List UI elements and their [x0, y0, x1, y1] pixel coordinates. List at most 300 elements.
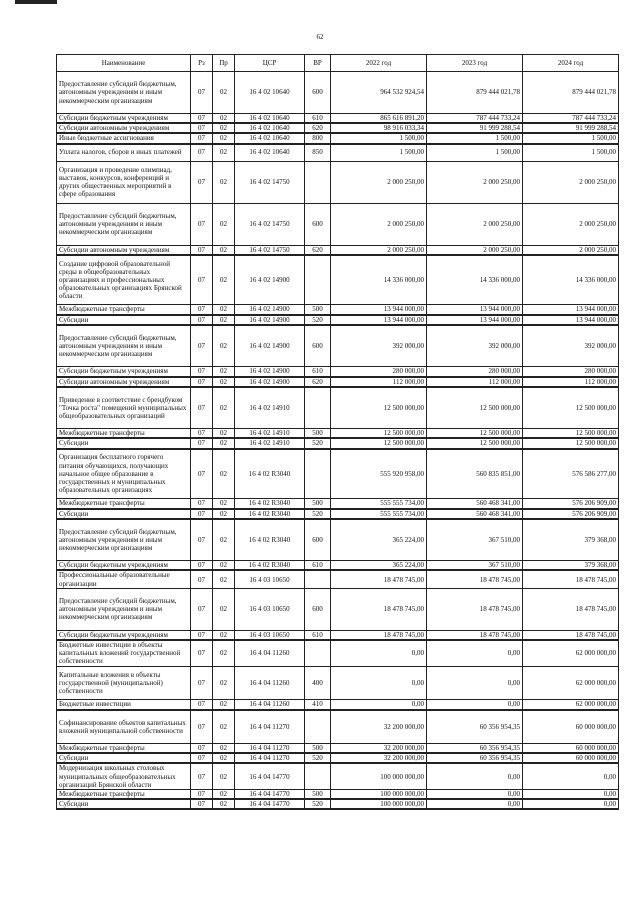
cell-pr: 02 — [213, 700, 235, 710]
cell-2024: 91 999 288,54 — [523, 123, 619, 133]
cell-rz: 07 — [191, 161, 213, 203]
cell-vr — [305, 640, 331, 666]
cell-csr: 16 4 04 11260 — [235, 666, 305, 700]
cell-name: Субсидии — [57, 315, 191, 325]
cell-2022: 0,00 — [331, 666, 427, 700]
cell-rz: 07 — [191, 499, 213, 509]
table-row — [57, 325, 619, 367]
cell-2024: 112 000,00 — [523, 377, 619, 387]
cell-vr: 620 — [305, 377, 331, 387]
cell-2023: 367 510,00 — [427, 519, 523, 561]
cell-csr: 16 4 02 R3040 — [235, 561, 305, 571]
cell-2024: 2 000 250,00 — [523, 203, 619, 245]
cell-2022: 555 555 734,00 — [331, 509, 427, 519]
cell-csr: 16 4 02 14900 — [235, 315, 305, 325]
cell-pr: 02 — [213, 799, 235, 809]
cell-2024: 2 000 250,00 — [523, 245, 619, 255]
cell-pr: 02 — [213, 325, 235, 367]
cell-csr: 16 4 03 10650 — [235, 588, 305, 630]
table-row — [57, 438, 619, 448]
cell-csr: 16 4 02 14900 — [235, 255, 305, 305]
budget-table — [56, 54, 619, 810]
cell-2023: 879 444 021,78 — [427, 72, 523, 114]
cell-pr: 02 — [213, 710, 235, 744]
cell-2024: 0,00 — [523, 799, 619, 809]
cell-2022: 2 000 250,00 — [331, 203, 427, 245]
cell-name: Субсидии — [57, 799, 191, 809]
cell-2024: 13 944 000,00 — [523, 315, 619, 325]
cell-2024: 13 944 000,00 — [523, 305, 619, 315]
cell-pr: 02 — [213, 519, 235, 561]
cell-2024: 0,00 — [523, 763, 619, 789]
header-2024: 2024 год — [523, 55, 619, 72]
cell-vr: 620 — [305, 245, 331, 255]
cell-2022: 0,00 — [331, 700, 427, 710]
cell-csr: 16 4 03 10650 — [235, 570, 305, 588]
table-row — [57, 114, 619, 124]
cell-2024: 879 444 021,78 — [523, 72, 619, 114]
cell-2023: 18 478 745,00 — [427, 570, 523, 588]
cell-2023: 0,00 — [427, 666, 523, 700]
cell-2023: 560 468 341,00 — [427, 509, 523, 519]
cell-2022: 365 224,00 — [331, 519, 427, 561]
cell-csr: 16 4 02 14910 — [235, 387, 305, 429]
cell-rz: 07 — [191, 255, 213, 305]
cell-vr: 500 — [305, 305, 331, 315]
table-header-row — [57, 55, 619, 72]
cell-pr: 02 — [213, 763, 235, 789]
cell-csr: 16 4 02 14910 — [235, 429, 305, 439]
cell-name: Бюджетные инвестиции — [57, 700, 191, 710]
cell-2023: 18 478 745,00 — [427, 588, 523, 630]
cell-pr: 02 — [213, 666, 235, 700]
cell-2023: 0,00 — [427, 640, 523, 666]
table-row — [57, 509, 619, 519]
cell-2022: 13 944 000,00 — [331, 305, 427, 315]
cell-name: Организация и проведение олимпиад, выставок, конкурсов, конференций и других общественных мероприятий в сфере образования — [57, 161, 191, 203]
table-row — [57, 133, 619, 143]
cell-name: Приведение в соответствие с брендбуком "Точка роста" помещений муниципальных общеобразовательных организаций — [57, 387, 191, 429]
cell-pr: 02 — [213, 499, 235, 509]
cell-2024: 14 336 000,00 — [523, 255, 619, 305]
cell-2024: 576 206 909,00 — [523, 499, 619, 509]
cell-name: Иные бюджетные ассигнования — [57, 133, 191, 143]
cell-2024: 0,00 — [523, 789, 619, 799]
cell-rz: 07 — [191, 763, 213, 789]
cell-2024: 1 500,00 — [523, 133, 619, 143]
cell-csr: 16 4 02 R3040 — [235, 449, 305, 499]
cell-2022: 18 478 745,00 — [331, 570, 427, 588]
cell-2022: 964 532 924,54 — [331, 72, 427, 114]
cell-name: Субсидии — [57, 509, 191, 519]
cell-2022: 392 000,00 — [331, 325, 427, 367]
cell-rz: 07 — [191, 123, 213, 133]
table-row — [57, 799, 619, 809]
cell-name: Межбюджетные трансферты — [57, 743, 191, 753]
table-row — [57, 72, 619, 114]
cell-2023: 280 000,00 — [427, 367, 523, 377]
cell-2023: 367 510,00 — [427, 561, 523, 571]
cell-2022: 2 000 250,00 — [331, 245, 427, 255]
cell-2022: 280 000,00 — [331, 367, 427, 377]
header-2022: 2022 год — [331, 55, 427, 72]
cell-2023: 112 000,00 — [427, 377, 523, 387]
cell-pr: 02 — [213, 387, 235, 429]
cell-2022: 100 000 000,00 — [331, 763, 427, 789]
cell-2023: 91 999 288,54 — [427, 123, 523, 133]
cell-csr: 16 4 02 10640 — [235, 72, 305, 114]
cell-csr: 16 4 02 14900 — [235, 305, 305, 315]
cell-vr: 600 — [305, 72, 331, 114]
cell-2024: 62 000 000,00 — [523, 700, 619, 710]
cell-pr: 02 — [213, 315, 235, 325]
cell-2024: 62 000 000,00 — [523, 666, 619, 700]
table-row — [57, 640, 619, 666]
cell-rz: 07 — [191, 203, 213, 245]
cell-csr: 16 4 03 10650 — [235, 630, 305, 640]
cell-2024: 392 000,00 — [523, 325, 619, 367]
cell-vr: 610 — [305, 367, 331, 377]
cell-2023: 60 356 954,35 — [427, 743, 523, 753]
header-vr: ВР — [305, 55, 331, 72]
cell-rz: 07 — [191, 305, 213, 315]
cell-vr: 610 — [305, 114, 331, 124]
cell-rz: 07 — [191, 325, 213, 367]
cell-2023: 560 835 851,00 — [427, 449, 523, 499]
cell-vr: 520 — [305, 509, 331, 519]
scan-edge-mark — [15, 0, 57, 4]
cell-2024: 18 478 745,00 — [523, 630, 619, 640]
cell-2022: 112 000,00 — [331, 377, 427, 387]
cell-vr — [305, 161, 331, 203]
cell-vr: 520 — [305, 753, 331, 763]
cell-2022: 555 555 734,00 — [331, 499, 427, 509]
cell-name: Межбюджетные трансферты — [57, 429, 191, 439]
cell-pr: 02 — [213, 72, 235, 114]
cell-name: Субсидии — [57, 753, 191, 763]
cell-pr: 02 — [213, 438, 235, 448]
cell-csr: 16 4 02 14900 — [235, 325, 305, 367]
cell-pr: 02 — [213, 509, 235, 519]
cell-pr: 02 — [213, 161, 235, 203]
cell-name: Субсидии бюджетным учреждениям — [57, 114, 191, 124]
cell-rz: 07 — [191, 570, 213, 588]
table-row — [57, 449, 619, 499]
cell-pr: 02 — [213, 588, 235, 630]
cell-vr: 500 — [305, 743, 331, 753]
cell-rz: 07 — [191, 245, 213, 255]
table-row — [57, 203, 619, 245]
header-pr: Пр — [213, 55, 235, 72]
cell-csr: 16 4 04 11270 — [235, 710, 305, 744]
cell-pr: 02 — [213, 630, 235, 640]
cell-csr: 16 4 02 10640 — [235, 123, 305, 133]
cell-name: Межбюджетные трансферты — [57, 499, 191, 509]
cell-csr: 16 4 02 R3040 — [235, 499, 305, 509]
table-row — [57, 519, 619, 561]
cell-2022: 100 000 000,00 — [331, 799, 427, 809]
cell-rz: 07 — [191, 429, 213, 439]
table-row — [57, 161, 619, 203]
cell-pr: 02 — [213, 753, 235, 763]
cell-2022: 12 500 000,00 — [331, 387, 427, 429]
cell-pr: 02 — [213, 640, 235, 666]
cell-2022: 12 500 000,00 — [331, 429, 427, 439]
cell-vr: 610 — [305, 561, 331, 571]
cell-rz: 07 — [191, 438, 213, 448]
cell-name: Субсидии бюджетным учреждениям — [57, 367, 191, 377]
cell-csr: 16 4 02 14750 — [235, 203, 305, 245]
cell-csr: 16 4 04 11260 — [235, 700, 305, 710]
cell-vr — [305, 449, 331, 499]
cell-2023: 392 000,00 — [427, 325, 523, 367]
cell-name: Субсидии бюджетным учреждениям — [57, 630, 191, 640]
table-row — [57, 245, 619, 255]
cell-pr: 02 — [213, 144, 235, 161]
cell-2023: 12 500 000,00 — [427, 429, 523, 439]
cell-vr: 610 — [305, 630, 331, 640]
cell-2023: 14 336 000,00 — [427, 255, 523, 305]
cell-2022: 12 500 000,00 — [331, 438, 427, 448]
cell-2024: 60 000 000,00 — [523, 710, 619, 744]
cell-name: Профессиональные образовательные организации — [57, 570, 191, 588]
cell-vr: 410 — [305, 700, 331, 710]
cell-2024: 576 586 277,00 — [523, 449, 619, 499]
table-row — [57, 561, 619, 571]
cell-name: Предоставление субсидий бюджетным, автономным учреждениям и иным некоммерческим организациям — [57, 203, 191, 245]
cell-2023: 18 478 745,00 — [427, 630, 523, 640]
table-row — [57, 377, 619, 387]
cell-csr: 16 4 04 11270 — [235, 743, 305, 753]
cell-rz: 07 — [191, 743, 213, 753]
cell-2024: 60 000 000,00 — [523, 743, 619, 753]
table-row — [57, 144, 619, 161]
cell-pr: 02 — [213, 743, 235, 753]
cell-2023: 0,00 — [427, 789, 523, 799]
cell-rz: 07 — [191, 588, 213, 630]
table-row — [57, 753, 619, 763]
table-row — [57, 700, 619, 710]
cell-2023: 2 000 250,00 — [427, 203, 523, 245]
cell-pr: 02 — [213, 255, 235, 305]
cell-2023: 60 356 954,35 — [427, 753, 523, 763]
table-row — [57, 123, 619, 133]
cell-vr: 600 — [305, 203, 331, 245]
cell-2022: 18 478 745,00 — [331, 588, 427, 630]
header-csr: ЦСР — [235, 55, 305, 72]
cell-pr: 02 — [213, 203, 235, 245]
cell-pr: 02 — [213, 305, 235, 315]
cell-2023: 13 944 000,00 — [427, 315, 523, 325]
cell-2024: 280 000,00 — [523, 367, 619, 377]
cell-2023: 12 500 000,00 — [427, 387, 523, 429]
cell-2023: 12 500 000,00 — [427, 438, 523, 448]
cell-2023: 787 444 733,24 — [427, 114, 523, 124]
header-name: Наименование — [57, 55, 191, 72]
cell-rz: 07 — [191, 144, 213, 161]
cell-name: Предоставление субсидий бюджетным, автономным учреждениям и иным некоммерческим организациям — [57, 519, 191, 561]
cell-2024: 576 206 909,00 — [523, 509, 619, 519]
cell-vr: 600 — [305, 325, 331, 367]
cell-name: Уплата налогов, сборов и иных платежей — [57, 144, 191, 161]
table-row — [57, 630, 619, 640]
cell-2024: 1 500,00 — [523, 144, 619, 161]
cell-2022: 32 200 000,00 — [331, 753, 427, 763]
cell-rz: 07 — [191, 753, 213, 763]
table-row — [57, 429, 619, 439]
cell-name: Субсидии автономным учреждениям — [57, 245, 191, 255]
cell-name: Предоставление субсидий бюджетным, автономным учреждениям и иным некоммерческим организациям — [57, 325, 191, 367]
cell-2024: 60 000 000,00 — [523, 753, 619, 763]
cell-2023: 0,00 — [427, 799, 523, 809]
table-row — [57, 367, 619, 377]
cell-vr: 520 — [305, 799, 331, 809]
cell-rz: 07 — [191, 367, 213, 377]
cell-rz: 07 — [191, 72, 213, 114]
cell-csr: 16 4 02 R3040 — [235, 509, 305, 519]
cell-vr: 520 — [305, 438, 331, 448]
cell-rz: 07 — [191, 799, 213, 809]
cell-csr: 16 4 04 14770 — [235, 799, 305, 809]
cell-vr: 500 — [305, 429, 331, 439]
cell-name: Создание цифровой образовательной среды в общеобразовательных организациях и профессиональных образовательных организациях Брянской области — [57, 255, 191, 305]
cell-pr: 02 — [213, 449, 235, 499]
cell-rz: 07 — [191, 315, 213, 325]
cell-2022: 32 200 000,00 — [331, 743, 427, 753]
cell-rz: 07 — [191, 710, 213, 744]
table-row — [57, 570, 619, 588]
cell-rz: 07 — [191, 133, 213, 143]
cell-csr: 16 4 04 11270 — [235, 753, 305, 763]
cell-name: Модернизация школьных столовых муниципальных общеобразовательных организаций Брянской области — [57, 763, 191, 789]
cell-name: Субсидии бюджетным учреждениям — [57, 561, 191, 571]
table-row — [57, 588, 619, 630]
cell-2022: 98 916 033,34 — [331, 123, 427, 133]
cell-pr: 02 — [213, 114, 235, 124]
cell-pr: 02 — [213, 561, 235, 571]
cell-rz: 07 — [191, 449, 213, 499]
cell-pr: 02 — [213, 245, 235, 255]
cell-2023: 560 468 341,00 — [427, 499, 523, 509]
table-row — [57, 315, 619, 325]
cell-rz: 07 — [191, 666, 213, 700]
cell-rz: 07 — [191, 700, 213, 710]
cell-name: Софинансирование объектов капитальных вложений муниципальной собственности — [57, 710, 191, 744]
cell-name: Организация бесплатного горячего питания обучающихся, получающих начальное общее образование в государственных и муниципальных образовательных организациях — [57, 449, 191, 499]
cell-rz: 07 — [191, 519, 213, 561]
cell-vr: 600 — [305, 588, 331, 630]
cell-2024: 379 368,00 — [523, 561, 619, 571]
cell-name: Предоставление субсидий бюджетным, автономным учреждениям и иным некоммерческим организациям — [57, 72, 191, 114]
cell-vr: 500 — [305, 789, 331, 799]
cell-vr — [305, 710, 331, 744]
cell-csr: 16 4 02 14750 — [235, 245, 305, 255]
cell-2022: 555 920 958,00 — [331, 449, 427, 499]
cell-2023: 0,00 — [427, 700, 523, 710]
cell-vr: 800 — [305, 133, 331, 143]
header-2023: 2023 год — [427, 55, 523, 72]
table-row — [57, 499, 619, 509]
table-row — [57, 305, 619, 315]
cell-pr: 02 — [213, 789, 235, 799]
cell-name: Капитальные вложения в объекты государственной (муниципальной) собственности — [57, 666, 191, 700]
cell-2024: 379 368,00 — [523, 519, 619, 561]
cell-2024: 787 444 733,24 — [523, 114, 619, 124]
cell-2023: 2 000 250,00 — [427, 161, 523, 203]
table-row — [57, 743, 619, 753]
cell-vr: 850 — [305, 144, 331, 161]
cell-2023: 60 356 954,35 — [427, 710, 523, 744]
cell-2023: 2 000 250,00 — [427, 245, 523, 255]
cell-csr: 16 4 02 R3040 — [235, 519, 305, 561]
cell-name: Межбюджетные трансферты — [57, 789, 191, 799]
cell-vr: 600 — [305, 519, 331, 561]
cell-vr: 520 — [305, 315, 331, 325]
table-row — [57, 387, 619, 429]
cell-rz: 07 — [191, 114, 213, 124]
cell-2022: 13 944 000,00 — [331, 315, 427, 325]
cell-2022: 14 336 000,00 — [331, 255, 427, 305]
cell-pr: 02 — [213, 367, 235, 377]
table-row — [57, 255, 619, 305]
cell-2024: 12 500 000,00 — [523, 429, 619, 439]
cell-2022: 865 616 891,20 — [331, 114, 427, 124]
cell-csr: 16 4 02 10640 — [235, 133, 305, 143]
cell-2024: 12 500 000,00 — [523, 387, 619, 429]
cell-rz: 07 — [191, 509, 213, 519]
cell-rz: 07 — [191, 561, 213, 571]
cell-2022: 1 500,00 — [331, 133, 427, 143]
cell-rz: 07 — [191, 387, 213, 429]
cell-2022: 0,00 — [331, 640, 427, 666]
cell-vr — [305, 763, 331, 789]
cell-2022: 18 478 745,00 — [331, 630, 427, 640]
cell-name: Бюджетные инвестиции в объекты капитальных вложений государственной собственности — [57, 640, 191, 666]
cell-pr: 02 — [213, 377, 235, 387]
cell-csr: 16 4 02 10640 — [235, 114, 305, 124]
table-body — [57, 72, 619, 810]
cell-csr: 16 4 04 14770 — [235, 789, 305, 799]
table-row — [57, 763, 619, 789]
cell-pr: 02 — [213, 123, 235, 133]
cell-vr — [305, 570, 331, 588]
cell-name: Субсидии автономным учреждениям — [57, 377, 191, 387]
cell-2022: 32 200 000,00 — [331, 710, 427, 744]
cell-2023: 0,00 — [427, 763, 523, 789]
cell-csr: 16 4 02 14910 — [235, 438, 305, 448]
cell-rz: 07 — [191, 640, 213, 666]
cell-vr: 500 — [305, 499, 331, 509]
table-row — [57, 666, 619, 700]
cell-pr: 02 — [213, 133, 235, 143]
cell-2024: 2 000 250,00 — [523, 161, 619, 203]
cell-rz: 07 — [191, 377, 213, 387]
cell-2024: 18 478 745,00 — [523, 588, 619, 630]
cell-2024: 12 500 000,00 — [523, 438, 619, 448]
cell-pr: 02 — [213, 429, 235, 439]
cell-vr — [305, 387, 331, 429]
cell-csr: 16 4 04 14770 — [235, 763, 305, 789]
cell-2023: 13 944 000,00 — [427, 305, 523, 315]
cell-2022: 2 000 250,00 — [331, 161, 427, 203]
cell-name: Межбюджетные трансферты — [57, 305, 191, 315]
cell-2022: 365 224,00 — [331, 561, 427, 571]
cell-rz: 07 — [191, 789, 213, 799]
page-number: 62 — [316, 33, 324, 41]
cell-rz: 07 — [191, 630, 213, 640]
table-row — [57, 710, 619, 744]
cell-csr: 16 4 02 14900 — [235, 377, 305, 387]
